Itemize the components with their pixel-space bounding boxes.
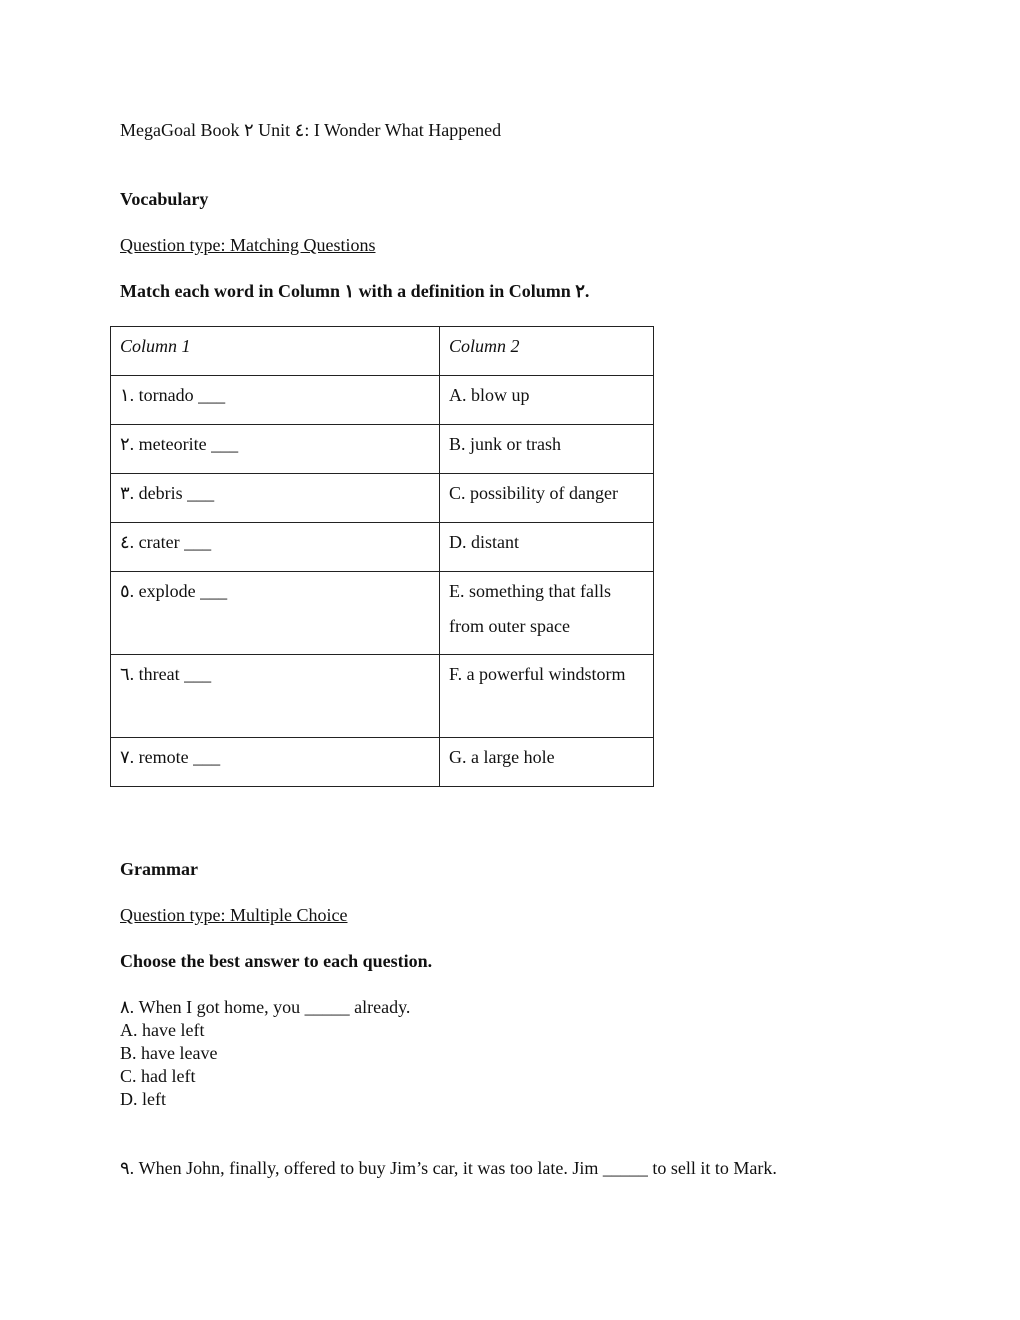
definition-cell: D. distant (440, 523, 654, 572)
answer-option: A. have left (120, 1020, 205, 1040)
table-row (111, 738, 654, 787)
definition-cell: G. a large hole (440, 738, 654, 787)
definition-cell: F. a powerful windstorm (440, 655, 654, 738)
table-row (111, 572, 654, 655)
definition-cell: C. possibility of danger (440, 474, 654, 523)
table-row (111, 376, 654, 425)
definition-cell: A. blow up (440, 376, 654, 425)
table-header-row (111, 327, 654, 376)
word-cell: ٣. debris ___ (111, 474, 440, 523)
answer-option: C. had left (120, 1066, 196, 1086)
word-cell: ٢. meteorite ___ (111, 425, 440, 474)
word-cell: ٦. threat ___ (111, 655, 440, 738)
column-2-header: Column 2 (440, 327, 654, 376)
table-row (111, 655, 654, 738)
answer-option: B. have leave (120, 1043, 218, 1063)
word-cell: ٤. crater ___ (111, 523, 440, 572)
question-9-stem: ٩. When John, finally, offered to buy Jim’s car, it was too late. Jim _____ to sell it to Mark. (120, 1158, 777, 1178)
grammar-instruction: Choose the best answer to each question. (120, 951, 433, 971)
vocabulary-heading: Vocabulary (120, 189, 209, 209)
question-stem: ٨. When I got home, you _____ already. (120, 997, 411, 1017)
definition-cell: B. junk or trash (440, 425, 654, 474)
definition-cell: E. something that falls from outer space (440, 572, 654, 655)
document-title: MegaGoal Book ٢ Unit ٤: I Wonder What Happened (120, 120, 502, 140)
vocabulary-instruction: Match each word in Column ١ with a definition in Column ٢. (120, 281, 590, 301)
table-row (111, 474, 654, 523)
answer-option: D. left (120, 1089, 166, 1109)
word-cell: ١. tornado ___ (111, 376, 440, 425)
grammar-question-type: Question type: Multiple Choice (120, 905, 348, 925)
question-8 (120, 996, 410, 1111)
column-1-header: Column 1 (111, 327, 440, 376)
table-row (111, 523, 654, 572)
matching-table (110, 326, 654, 787)
grammar-heading: Grammar (120, 859, 198, 879)
vocabulary-question-type: Question type: Matching Questions (120, 235, 376, 255)
word-cell: ٥. explode ___ (111, 572, 440, 655)
table-row (111, 425, 654, 474)
word-cell: ٧. remote ___ (111, 738, 440, 787)
